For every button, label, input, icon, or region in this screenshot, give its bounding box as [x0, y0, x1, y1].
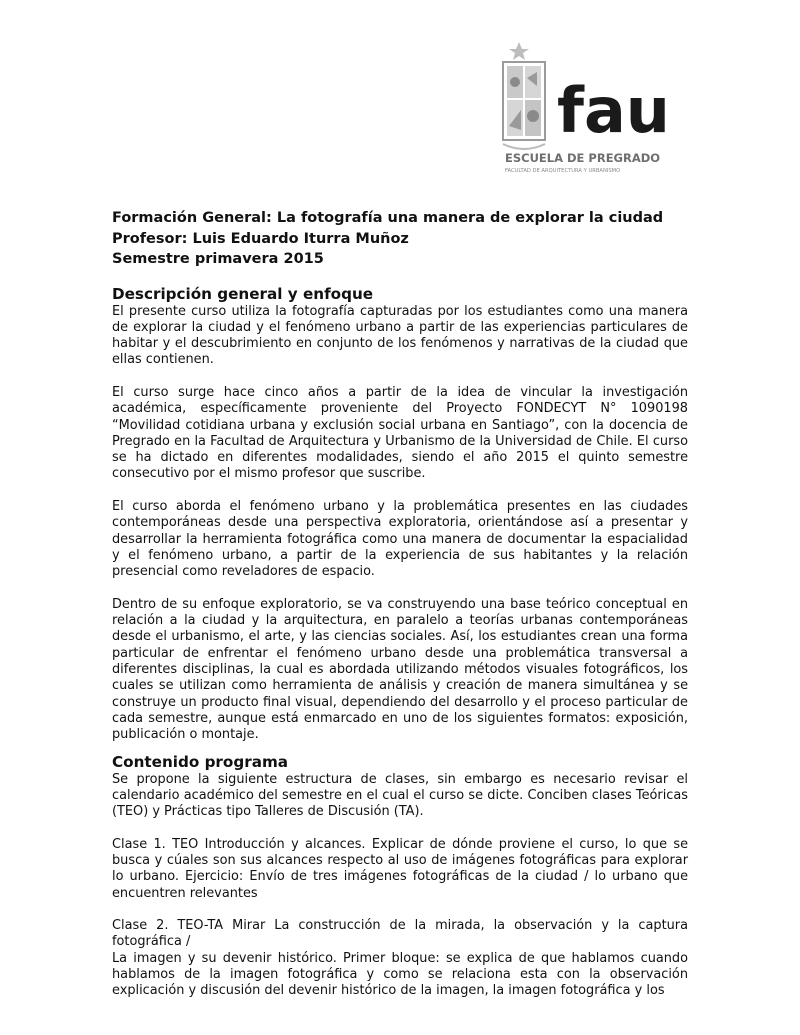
document-body: [112, 208, 688, 1000]
paragraph: El presente curso utiliza la fotografía capturadas por los estudiantes como una manera de explorar la ciudad y el fenómeno urbano a partir de las experiencias particulares de habitar y el descubrimiento en conjunto de los fenómenos y narrativas de la ciudad que ellas contienen.: [112, 303, 688, 368]
university-shield-icon: [497, 38, 687, 178]
section-heading-contenido: Contenido programa: [112, 752, 289, 771]
section-heading-descripcion: Descripción general y enfoque: [112, 284, 374, 303]
paragraph: El curso surge hace cinco años a partir de la idea de vincular la investigación académica, específicamente proveniente del Proyecto FONDECYT N° 1090198 “Movilidad cotidiana urbana y exclusión social urbana en Santiago”, con la docencia de Pregrado en la Facultad de Arquitectura y Urbanismo de la Universidad de Chile. El curso se ha dictado en diferentes modalidades, siendo el año 2015 el quinto semestre consecutivo por el mismo profesor que suscribe.: [112, 384, 688, 482]
semester-line: Semestre primavera 2015: [112, 251, 324, 267]
paragraph-clase-1: Clase 1. TEO Introducción y alcances. Explicar de dónde proviene el curso, lo que se busca y cúales son sus alcances respecto al uso de imágenes fotográficas para explorar lo urbano. Ejercicio: Envío de tres imágenes fotográficas de la ciudad / lo urbano que encuentren relevantes: [112, 836, 688, 901]
paragraph-clase-2-body: La imagen y su devenir histórico. Primer bloque: se explica de que hablamos cuando hablamos de la imagen fotográfica y como se relaciona esta con la observación explicación y discusión del devenir histórico de la imagen, la imagen fotográfica y los: [112, 950, 688, 999]
paragraph: El curso aborda el fenómeno urbano y la problemática presentes en las ciudades contemporáneas desde una perspectiva exploratoria, orientándose así a presentar y desarrollar la herramienta fotográfica como una manera de documentar la espacialidad y el fenómeno urbano, a partir de la experiencia de sus habitantes y la relación presencial como reveladores de espacio.: [112, 499, 688, 580]
professor-line: Profesor: Luis Eduardo Iturra Muñoz: [112, 230, 409, 247]
logo-faculty: FACULTAD DE ARQUITECTURA Y URBANISMO: [505, 168, 621, 174]
paragraph-clase-2-title: Clase 2. TEO-TA Mirar La construcción de la mirada, la observación y la captura fotográfica /: [112, 918, 688, 950]
logo-wordmark: fau: [557, 74, 670, 147]
paragraph: Dentro de su enfoque exploratorio, se va construyendo una base teórico conceptual en relación a la ciudad y la arquitectura, en paralelo a teorías urbanas contemporáneas desde el urbanismo, el arte, y las ciencias sociales. Así, los estudiantes crean una forma particular de enfrentar el fenómeno urbano desde una problemática transversal a diferentes disciplinas, la cual es abordada utilizando métodos visuales fotográficos, los cuales se utilizan como herramienta de análisis y creación de manera simultánea y se construye un producto final visual, dependiendo del desarrollo y el proceso particular de cada semestre, aunque está enmarcado en uno de los siguientes formatos: exposición, publicación o montaje.: [112, 596, 688, 743]
fau-logo: [497, 38, 687, 178]
logo-school: ESCUELA DE PREGRADO: [505, 151, 661, 165]
paragraph: Se propone la siguiente estructura de clases, sin embargo es necesario revisar el calendario académico del semestre en el cual el curso se dicte. Conciben clases Teóricas (TEO) y Prácticas tipo Talleres de Discusión (TA).: [112, 771, 688, 820]
course-title: Formación General: La fotografía una manera de explorar la ciudad: [112, 210, 664, 226]
